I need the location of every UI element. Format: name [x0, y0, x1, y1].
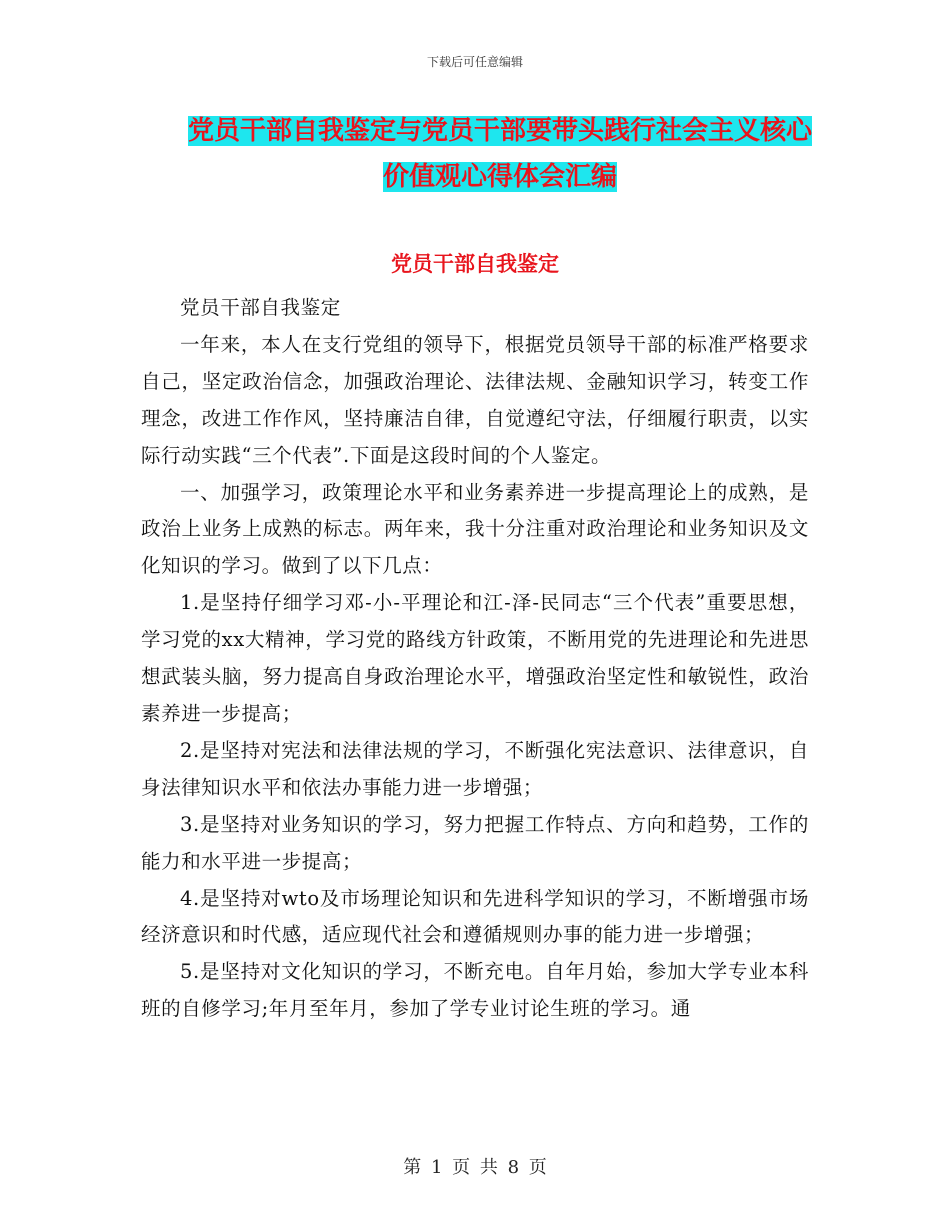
- page-header-note: 下载后可任意编辑: [426, 55, 523, 69]
- document-title: [180, 108, 820, 200]
- paragraph: 一、加强学习，政策理论水平和业务素养进一步提高理论上的成熟，是政治上业务上成熟的标志。两年来，我十分注重对政治理论和业务知识及文化知识的学习。做到了以下几点：: [141, 480, 809, 578]
- paragraph: 5.是坚持对文化知识的学习，不断充电。自年月始，参加大学专业本科班的自修学习;年月至年月，参加了学专业讨论生班的学习。通: [141, 960, 809, 1021]
- document-body: [141, 290, 809, 1028]
- paragraph: 2.是坚持对宪法和法律法规的学习，不断强化宪法意识、法律意识，自身法律知识水平和依法办事能力进一步增强；: [141, 738, 809, 799]
- paragraph: 1.是坚持仔细学习邓-小-平理论和江-泽-民同志“三个代表”重要思想，学习党的xx大精神，学习党的路线方针政策，不断用党的先进理论和先进思想武装头脑，努力提高自身政治理论水平，增强政治坚定性和敏锐性，政治素养进一步提高；: [141, 591, 809, 725]
- document-title-text: 党员干部自我鉴定与党员干部要带头践行社会主义核心价值观心得体会汇编: [187, 116, 812, 192]
- paragraph: 一年来，本人在支行党组的领导下，根据党员领导干部的标准严格要求自己，坚定政治信念，加强政治理论、法律法规、金融知识学习，转变工作理念，改进工作作风，坚持廉洁自律，自觉遵纪守法，仔细履行职责，以实际行动实践“三个代表”.下面是这段时间的个人鉴定。: [141, 332, 809, 467]
- paragraph: 3.是坚持对业务知识的学习，努力把握工作特点、方向和趋势，工作的能力和水平进一步提高；: [141, 812, 809, 873]
- page-number-footer: 第 1 页 共 8 页: [403, 1157, 547, 1178]
- paragraph: 4.是坚持对wto及市场理论知识和先进科学知识的学习，不断增强市场经济意识和时代感，适应现代社会和遵循规则办事的能力进一步增强；: [141, 886, 809, 947]
- paragraph: 党员干部自我鉴定: [180, 296, 341, 319]
- section-title: 党员干部自我鉴定: [391, 252, 559, 276]
